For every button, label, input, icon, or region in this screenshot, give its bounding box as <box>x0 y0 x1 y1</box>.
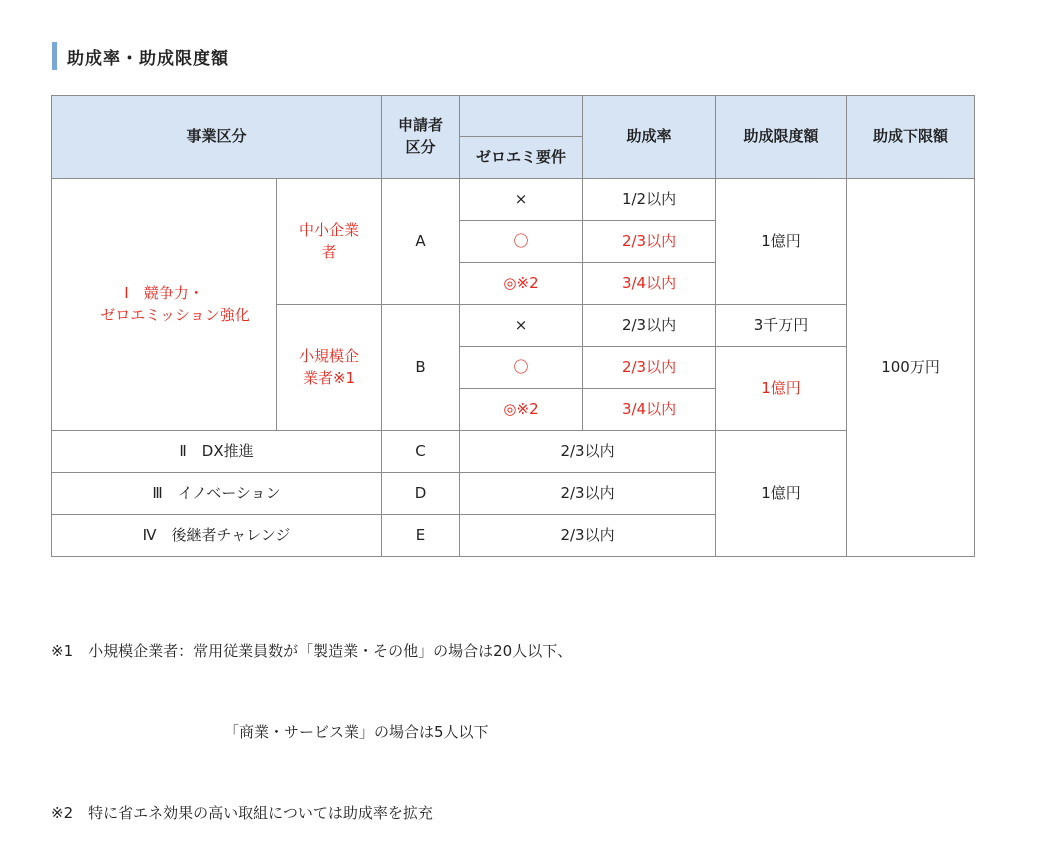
small-business-applicant: B <box>382 305 460 431</box>
small-limit-upper: 1億円 <box>716 347 847 431</box>
small-rate-1: 2/3以内 <box>583 305 716 347</box>
section-title: 助成率・助成限度額 <box>67 48 229 69</box>
footnotes <box>51 584 572 854</box>
footnote-2: ※2 特に省エネ効果の高い取組については助成率を拡充 <box>51 804 433 822</box>
category-3-rate: 2/3以内 <box>460 473 716 515</box>
header-zero-emission: ゼロエミ要件 <box>460 137 583 179</box>
lower-limit-value: 100万円 <box>847 179 975 557</box>
header-limit: 助成限度額 <box>716 96 847 179</box>
small-business-label-line1: 小規模企 <box>299 346 360 365</box>
small-zero-2: 〇 <box>460 347 583 389</box>
small-limit-1: 3千万円 <box>716 305 847 347</box>
category-4-rate: 2/3以内 <box>460 515 716 557</box>
category-3-applicant: D <box>382 473 460 515</box>
sme-label-line1: 中小企業 <box>299 220 360 239</box>
small-business-label <box>277 305 382 431</box>
small-rate-3: 3/4以内 <box>583 389 716 431</box>
footnote-1-line1: ※1 小規模企業者：常用従業員数が「製造業・その他」の場合は20人以下、 <box>51 642 573 660</box>
category-3-label: Ⅲ イノベーション <box>52 473 382 515</box>
sme-applicant: A <box>382 179 460 305</box>
header-applicant-line2: 区分 <box>405 138 436 156</box>
category-1-label-line1: Ⅰ 競争力・ <box>124 283 204 302</box>
subsidy-rate-table <box>51 95 975 557</box>
small-business-label-line2: 業者※1 <box>302 368 356 387</box>
header-row-1 <box>52 96 975 137</box>
small-zero-1: × <box>460 305 583 347</box>
category-1-label-line2: ゼロエミッション強化 <box>100 305 250 324</box>
category-2-applicant: C <box>382 431 460 473</box>
sme-label <box>277 179 382 305</box>
footnote-1-line2: 「商業・サービス業」の場合は5人以下 <box>224 723 489 741</box>
table-row <box>52 179 975 221</box>
sme-rate-2: 2/3以内 <box>583 221 716 263</box>
category-2-rate: 2/3以内 <box>460 431 716 473</box>
category-1-label <box>52 179 277 431</box>
category-2-label: Ⅱ DX推進 <box>52 431 382 473</box>
header-zero-emission-spacer <box>460 96 583 137</box>
heading-accent-bar <box>52 42 57 70</box>
header-applicant-category <box>382 96 460 179</box>
header-applicant-line1: 申請者 <box>398 116 444 135</box>
sme-limit: 1億円 <box>716 179 847 305</box>
header-business-category: 事業区分 <box>52 96 382 179</box>
small-zero-3: ◎※2 <box>460 389 583 431</box>
other-limit: 1億円 <box>716 431 847 557</box>
sme-label-line2: 者 <box>321 242 337 261</box>
sme-zero-3: ◎※2 <box>460 263 583 305</box>
section-heading <box>52 42 229 70</box>
sme-zero-2: 〇 <box>460 221 583 263</box>
sme-rate-3: 3/4以内 <box>583 263 716 305</box>
category-4-label: Ⅳ 後継者チャレンジ <box>52 515 382 557</box>
category-4-applicant: E <box>382 515 460 557</box>
small-rate-2: 2/3以内 <box>583 347 716 389</box>
sme-rate-1: 1/2以内 <box>583 179 716 221</box>
sme-zero-1: × <box>460 179 583 221</box>
table-row <box>52 431 975 473</box>
header-lower-limit: 助成下限額 <box>847 96 975 179</box>
header-rate: 助成率 <box>583 96 716 179</box>
